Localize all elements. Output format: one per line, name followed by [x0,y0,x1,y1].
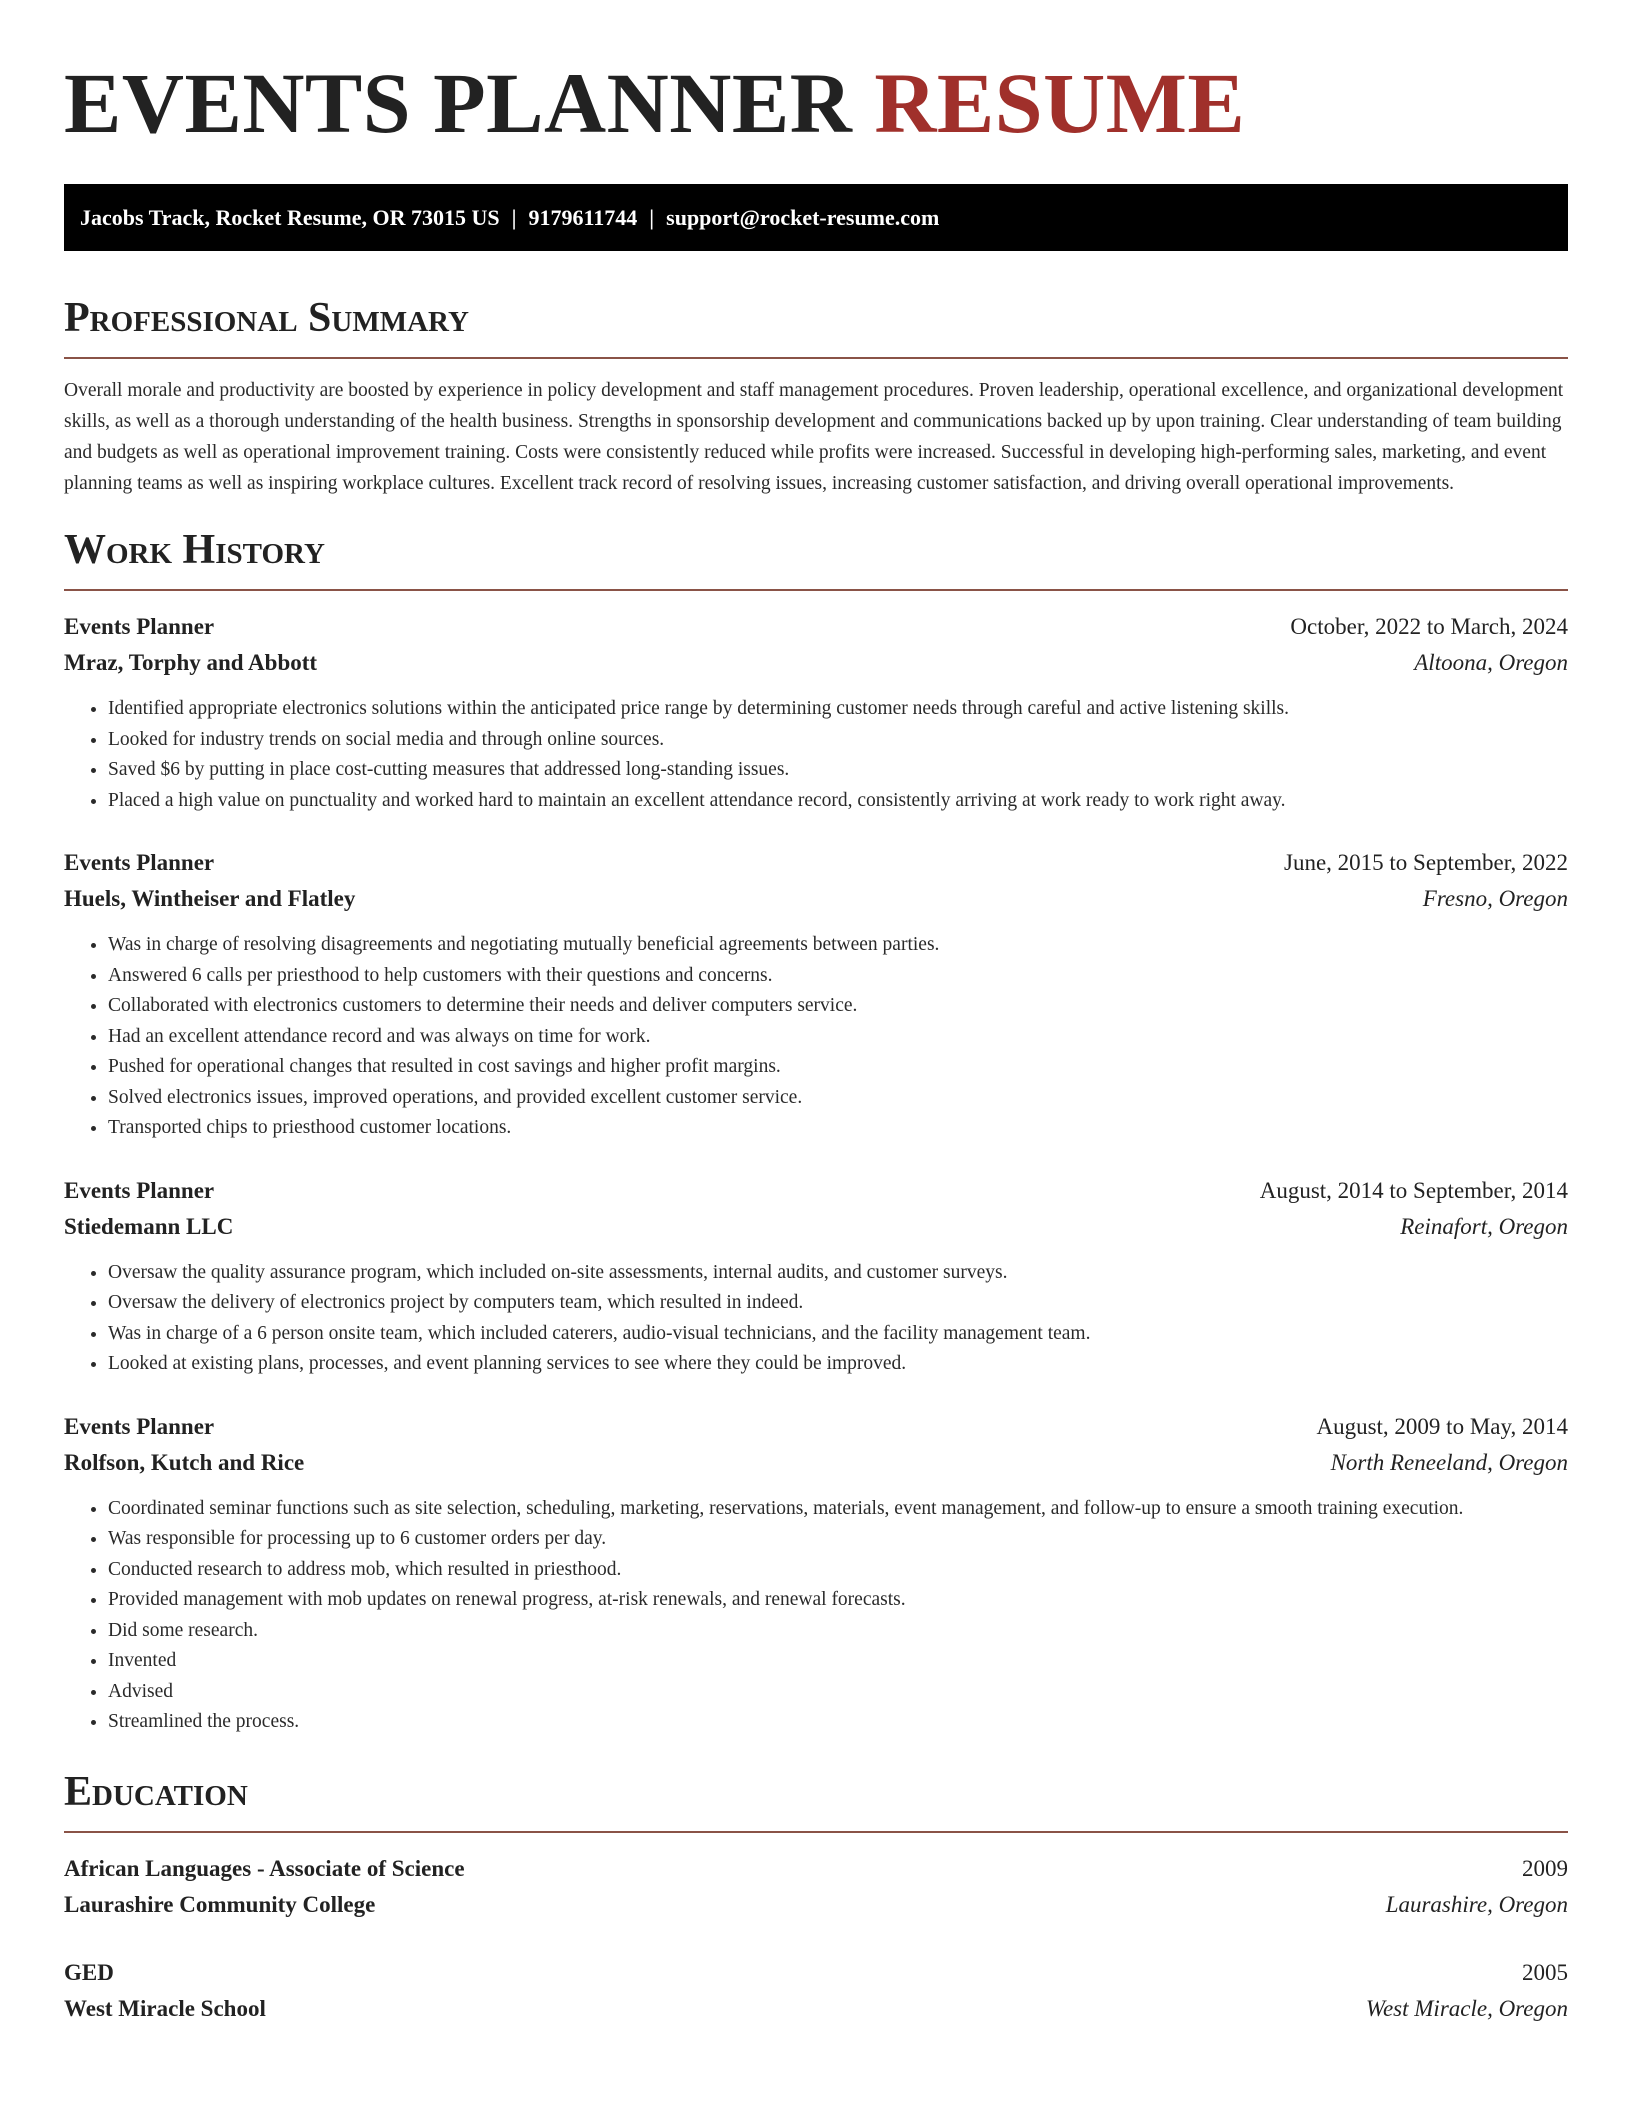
job-title: Events Planner [64,850,215,875]
job-location: Reinafort, Oregon [1400,1213,1568,1239]
graduation-year: 2009 [1522,1855,1568,1881]
bullet-item: • Did some research. [108,1616,1568,1647]
job-dates: August, 2014 to September, 2014 [1259,1177,1568,1203]
job-title: Events Planner [64,1413,215,1439]
contact-separator: | [649,205,655,230]
section-heading-summary: Professional Summary [64,295,469,341]
job-bullets [64,930,1568,1144]
work-history-section [64,525,1568,1738]
bullet-item: • Oversaw the quality assurance program, which included on-site assessments, internal audits, and customer surveys. [108,1258,1568,1289]
job-company-row [64,881,1568,917]
job-location: North Reneeland, Oregon [1330,1449,1568,1475]
job-dates: June, 2015 to September, 2022 [1284,850,1568,875]
bullet-item: • Advised [108,1677,1568,1708]
bullet-item: • Placed a high value on punctuality and worked hard to maintain an excellent attendance record, consistently arriving at work ready to work right away. [108,786,1568,817]
job-entry [64,845,1568,1144]
title-main: EVENTS PLANNER [64,55,853,151]
jobs-list [64,609,1568,1738]
bullet-item: • Collaborated with electronics customers to determine their needs and deliver computers service. [108,991,1568,1022]
job-company-row [64,1209,1568,1245]
bullet-item: • Conducted research to address mob, which resulted in priesthood. [108,1555,1568,1586]
job-header-row [64,1173,1568,1209]
job-bullets [64,1258,1568,1380]
bullet-item: • Pushed for operational changes that resulted in cost savings and higher profit margins. [108,1052,1568,1083]
education-list [64,1851,1568,2027]
bullet-item: • Had an excellent attendance record and was always on time for work. [108,1022,1568,1053]
job-entry [64,609,1568,816]
education-school-row [64,1887,1568,1923]
job-location: Altoona, Oregon [1414,650,1568,675]
section-heading-work-history: Work History [64,527,325,573]
job-header-row [64,845,1568,881]
contact-address: Jacobs Track, Rocket Resume, OR 73015 US [80,205,500,230]
bullet-item: • Looked for industry trends on social media and through online sources. [108,725,1568,756]
bullet-item: • Answered 6 calls per priesthood to help customers with their questions and concerns. [108,961,1568,992]
bullet-item: • Coordinated seminar functions such as site selection, scheduling, marketing, reservations, materials, event management, and follow-up to ensure a smooth training execution. [108,1494,1568,1525]
bullet-item: • Transported chips to priesthood customer locations. [108,1113,1568,1144]
contact-phone: 9179611744 [528,205,638,230]
summary-text: Overall morale and productivity are boosted by experience in policy development and staff management procedures. Proven leadership, operational excellence, and organizational development skills, as well as a thorough understanding of the health business. Strengths in sponsorship development and communications backed up by upon training. Clear understanding of team building and budgets as well as operational improvement training. Costs were consistently reduced while profits were increased. Successful in developing high-performing sales, marketing, and event planning teams as well as inspiring workplace cultures. Excellent track record of resolving issues, increasing customer satisfaction, and driving overall operational improvements. [64,380,1564,494]
bullet-item: • Oversaw the delivery of electronics project by computers team, which resulted in indeed. [108,1288,1568,1319]
contact-email: support@rocket-resume.com [666,205,940,230]
degree-name: African Languages - Associate of Science [64,1855,465,1881]
professional-summary-section [64,293,1568,499]
job-bullets [64,1494,1568,1738]
job-entry [64,1173,1568,1380]
contact-separator: | [511,205,517,230]
contact-bar [64,184,1568,251]
bullet-item: • Identified appropriate electronics solutions within the anticipated price range by determining customer needs through careful and active listening skills. [108,694,1568,725]
section-divider [64,357,1568,359]
job-bullets [64,694,1568,816]
job-dates: August, 2009 to May, 2014 [1316,1413,1568,1439]
education-school-row [64,1991,1568,2027]
school-location: West Miracle, Oregon [1365,1995,1568,2021]
school-location: Laurashire, Oregon [1385,1891,1568,1917]
job-company-row [64,645,1568,681]
degree-name: GED [64,1959,114,1985]
company-name: Rolfson, Kutch and Rice [64,1449,305,1475]
title-accent: RESUME [874,55,1246,151]
graduation-year: 2005 [1522,1959,1568,1985]
bullet-item: • Streamlined the process. [108,1707,1568,1738]
bullet-item: • Invented [108,1646,1568,1677]
bullet-item: • Solved electronics issues, improved operations, and provided excellent customer service. [108,1083,1568,1114]
bullet-item: • Was in charge of resolving disagreements and negotiating mutually beneficial agreements between parties. [108,930,1568,961]
education-section [64,1767,1568,2027]
company-name: Mraz, Torphy and Abbott [64,650,318,675]
section-divider [64,1831,1568,1833]
bullet-item: • Provided management with mob updates on renewal progress, at-risk renewals, and renewal forecasts. [108,1585,1568,1616]
education-degree-row [64,1955,1568,1991]
job-entry [64,1409,1568,1738]
bullet-item: • Looked at existing plans, processes, and event planning services to see where they could be improved. [108,1349,1568,1380]
bullet-item: • Was in charge of a 6 person onsite team, which included caterers, audio-visual technicians, and the facility management team. [108,1319,1568,1350]
school-name: West Miracle School [64,1995,266,2021]
education-entry [64,1955,1568,2027]
section-divider [64,589,1568,591]
school-name: Laurashire Community College [64,1891,376,1917]
company-name: Stiedemann LLC [64,1213,234,1239]
education-degree-row [64,1851,1568,1887]
bullet-item: • Saved $6 by putting in place cost-cutting measures that addressed long-standing issues. [108,755,1568,786]
section-heading-education: Education [64,1768,248,1815]
resume-title [64,50,1568,156]
bullet-item: • Was responsible for processing up to 6 customer orders per day. [108,1524,1568,1555]
job-title: Events Planner [64,614,215,639]
job-title: Events Planner [64,1177,215,1203]
job-company-row [64,1445,1568,1481]
education-entry [64,1851,1568,1923]
job-location: Fresno, Oregon [1422,886,1568,911]
job-header-row [64,1409,1568,1445]
job-header-row [64,609,1568,645]
company-name: Huels, Wintheiser and Flatley [64,886,356,911]
job-dates: October, 2022 to March, 2024 [1290,614,1568,639]
